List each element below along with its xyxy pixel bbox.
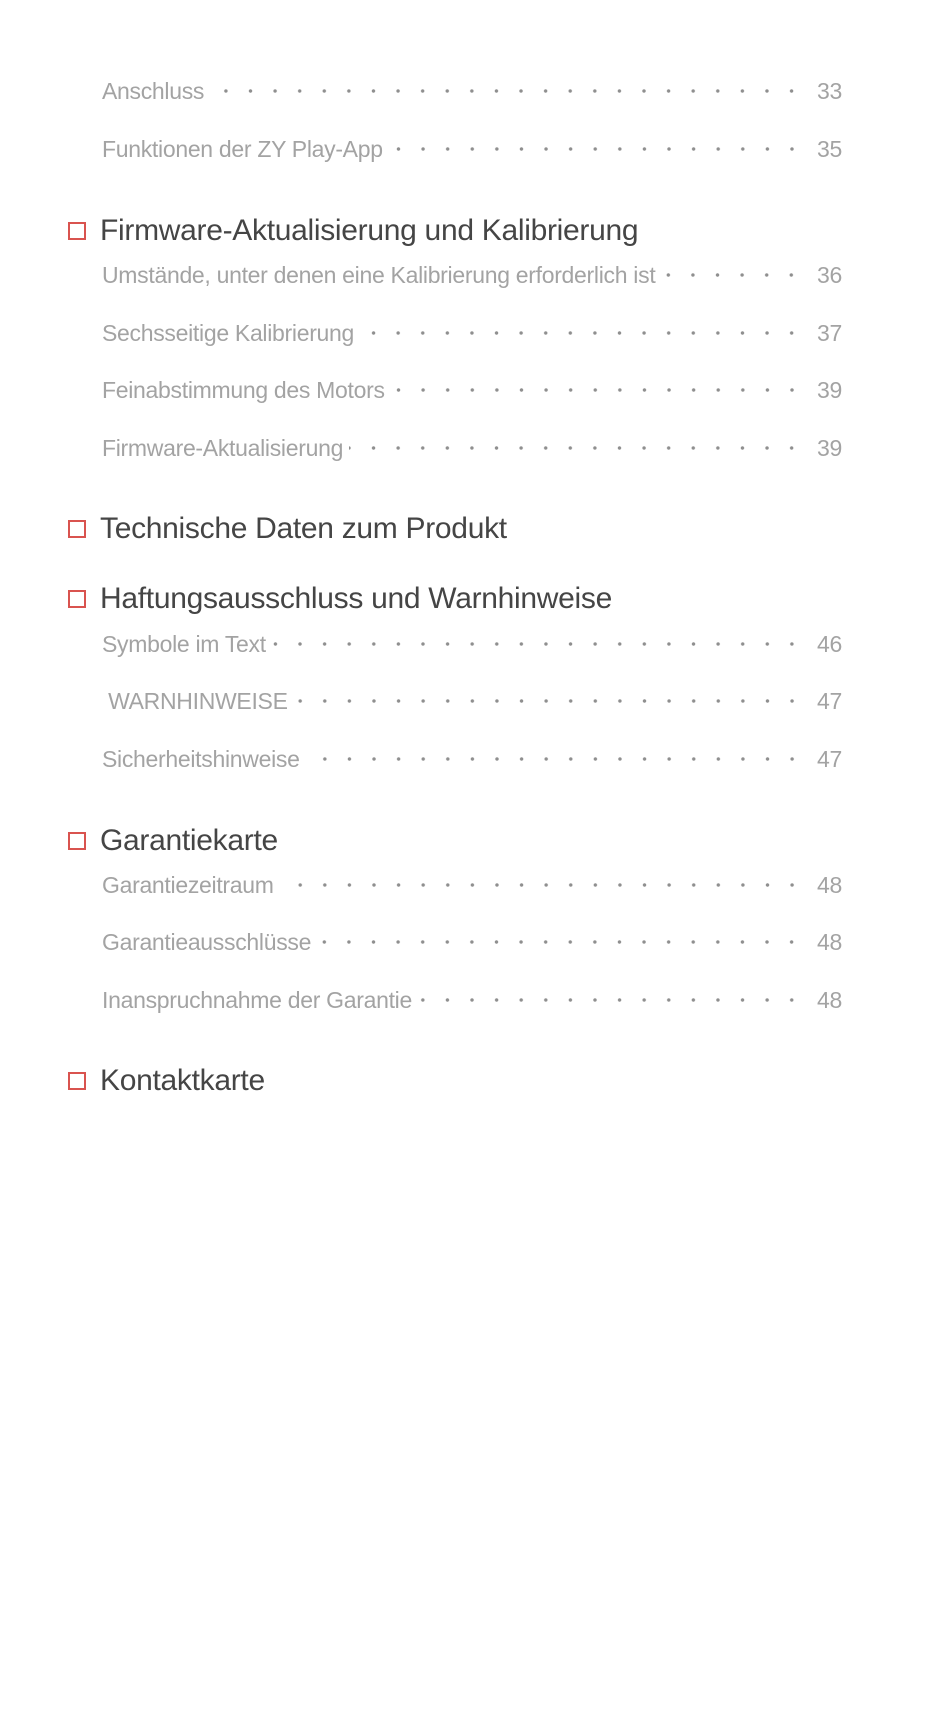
toc-entry-label: Anschluss: [102, 77, 205, 104]
checkbox-square-icon: [68, 590, 86, 608]
toc-entry-label: Feinabstimmung des Motors: [102, 376, 385, 403]
toc-entry-page: 48: [817, 986, 842, 1013]
toc-entry-page: 33: [817, 77, 842, 104]
toc-entry-label: Garantiezeitraum: [102, 871, 274, 898]
leader-dots: [210, 71, 804, 111]
toc-entry[interactable]: [102, 865, 842, 905]
toc-entry-label: Umstände, unter denen eine Kalibrierung erforderlich ist: [102, 261, 656, 288]
toc-entry[interactable]: [102, 370, 842, 410]
toc-entry-page: 39: [817, 376, 842, 403]
toc-section-title: Technische Daten zum Produkt: [100, 512, 507, 545]
leader-dots: [272, 624, 804, 664]
leader-dots: [389, 129, 804, 169]
toc-section-title: Garantiekarte: [100, 824, 278, 857]
toc-entry-page: 39: [817, 434, 842, 461]
leader-dots: [391, 370, 804, 410]
toc-entry[interactable]: [102, 624, 842, 664]
toc-entry[interactable]: [102, 428, 842, 468]
toc-section-title: Haftungsausschluss und Warnhinweise: [100, 582, 612, 615]
checkbox-square-icon: [68, 520, 86, 538]
toc-entry-label: WARNHINWEISE: [102, 687, 288, 714]
toc-entry[interactable]: [102, 71, 842, 111]
leader-dots: [317, 922, 804, 962]
toc-entry-label: Inanspruchnahme der Garantie: [102, 986, 412, 1013]
toc-section[interactable]: [68, 577, 612, 621]
toc-entry-page: 37: [817, 319, 842, 346]
toc-entry-label: Symbole im Text: [102, 630, 266, 657]
toc-entry[interactable]: [102, 739, 842, 779]
toc-entry[interactable]: [102, 980, 842, 1020]
toc-entry[interactable]: [102, 681, 842, 721]
toc-entry[interactable]: [102, 255, 842, 295]
toc-entry-label: Sechsseitige Kalibrierung: [102, 319, 355, 346]
checkbox-square-icon: [68, 1072, 86, 1090]
toc-section[interactable]: [68, 507, 507, 551]
checkbox-square-icon: [68, 222, 86, 240]
toc-entry-page: 47: [817, 687, 842, 714]
toc-entry-page: 48: [817, 928, 842, 955]
leader-dots: [280, 865, 804, 905]
toc-entry-label: Firmware-Aktualisierung: [102, 434, 344, 461]
toc-entry-page: 35: [817, 135, 842, 162]
toc-entry-label: Funktionen der ZY Play-App: [102, 135, 383, 162]
toc-section-title: Kontaktkarte: [100, 1064, 265, 1097]
toc-section[interactable]: [68, 819, 278, 863]
toc-section-title: Firmware-Aktualisierung und Kalibrierung: [100, 214, 639, 247]
toc-entry-page: 46: [817, 630, 842, 657]
leader-dots: [661, 255, 804, 295]
toc-entry-page: 36: [817, 261, 842, 288]
leader-dots: [306, 739, 804, 779]
toc-entry-label: Garantieausschlüsse: [102, 928, 312, 955]
leader-dots: [294, 681, 804, 721]
toc-entry[interactable]: [102, 129, 842, 169]
leader-dots: [349, 428, 804, 468]
toc-entry[interactable]: [102, 313, 842, 353]
toc-section[interactable]: [68, 1059, 265, 1103]
toc-entry-label: Sicherheitshinweise: [102, 745, 300, 772]
checkbox-square-icon: [68, 832, 86, 850]
leader-dots: [418, 980, 804, 1020]
toc-entry[interactable]: [102, 922, 842, 962]
toc-entry-page: 48: [817, 871, 842, 898]
toc-section[interactable]: [68, 209, 638, 253]
toc-entry-page: 47: [817, 745, 842, 772]
leader-dots: [360, 313, 804, 353]
